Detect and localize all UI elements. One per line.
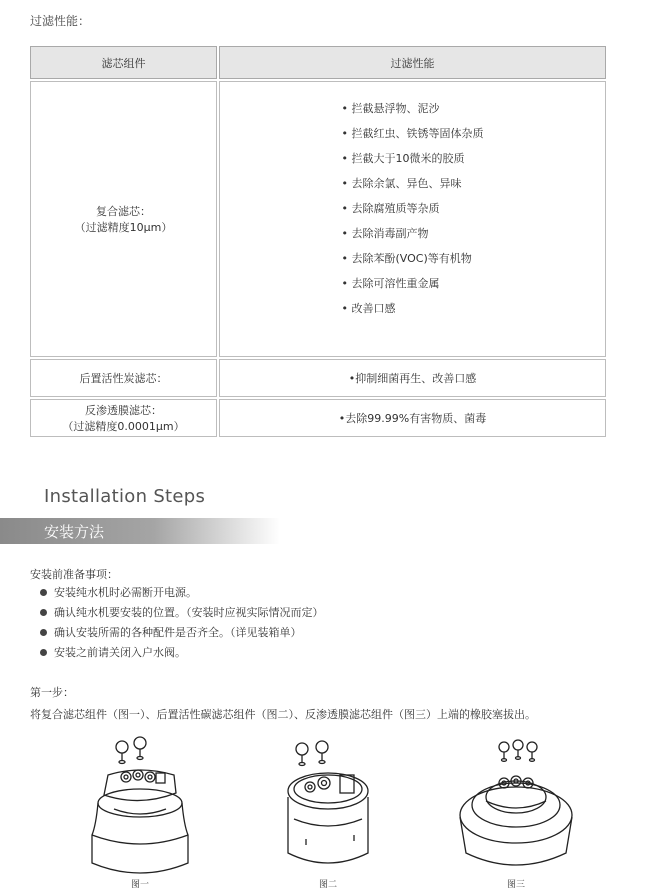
performance-cell: •抑制细菌再生、改善口感 bbox=[219, 359, 606, 397]
filter-housing-illustration bbox=[70, 735, 210, 877]
performance-cell: •去除99.99%有害物质、菌毒 bbox=[219, 399, 606, 437]
list-item: 确认安装所需的各种配件是否齐全。（详见装箱单） bbox=[40, 623, 324, 643]
table-row bbox=[30, 399, 606, 437]
step-title: 第一步： bbox=[30, 686, 74, 699]
list-item: 确认纯水机要安装的位置。（安装时应视实际情况而定） bbox=[40, 603, 324, 623]
component-cell bbox=[30, 359, 217, 397]
figure-2 bbox=[258, 735, 398, 890]
table-header-component: 滤芯组件 bbox=[30, 46, 217, 79]
installation-title-cn: 安装方法 bbox=[44, 523, 105, 541]
list-item: 安装之前请关闭入户水阀。 bbox=[40, 643, 324, 663]
list-item: • 去除余氯、异色、异味 bbox=[342, 171, 484, 196]
filter-housing-illustration bbox=[446, 735, 586, 877]
table-row bbox=[30, 359, 606, 397]
feature-list bbox=[342, 96, 484, 321]
figure-3 bbox=[446, 735, 586, 890]
list-item: • 改善口感 bbox=[342, 296, 484, 321]
list-item: 安装纯水机时必需断开电源。 bbox=[40, 583, 324, 603]
step-description: 将复合滤芯组件（图一）、后置活性碳滤芯组件（图二）、反渗透膜滤芯组件（图三）上端的橡胶塞拔出。 bbox=[30, 708, 536, 721]
component-name: 后置活性炭滤芯： bbox=[79, 372, 168, 385]
list-item: • 去除腐殖质等杂质 bbox=[342, 196, 484, 221]
component-precision: （过滤精度0.0001μm） bbox=[62, 420, 185, 433]
figure-caption: 图一 bbox=[130, 880, 149, 890]
table-row bbox=[30, 81, 606, 357]
bullet-icon bbox=[40, 609, 47, 616]
filter-housing-illustration bbox=[258, 735, 398, 877]
list-item: • 去除苯酚(VOC)等有机物 bbox=[342, 246, 484, 271]
list-item: • 去除消毒副产物 bbox=[342, 221, 484, 246]
list-item: • 去除可溶性重金属 bbox=[342, 271, 484, 296]
section-title: 过滤性能： bbox=[30, 14, 91, 28]
component-name: 复合滤芯： bbox=[96, 205, 151, 218]
component-precision: （过滤精度10μm） bbox=[74, 221, 173, 234]
figure-caption: 图二 bbox=[318, 880, 337, 890]
figure-caption: 图三 bbox=[506, 880, 525, 890]
filter-performance-table bbox=[28, 44, 608, 439]
prep-title: 安装前准备事项： bbox=[30, 568, 118, 581]
bullet-icon bbox=[40, 629, 47, 636]
performance-cell bbox=[219, 81, 606, 357]
list-item: • 拦截大于10微米的胶质 bbox=[342, 146, 484, 171]
installation-title-en: Installation Steps bbox=[44, 486, 206, 507]
table-header-performance: 过滤性能 bbox=[219, 46, 606, 79]
bullet-icon bbox=[40, 589, 47, 596]
figure-1 bbox=[70, 735, 210, 890]
prep-list bbox=[40, 583, 324, 663]
section-banner bbox=[0, 518, 280, 544]
component-cell bbox=[30, 81, 217, 357]
list-item: • 拦截悬浮物、泥沙 bbox=[342, 96, 484, 121]
component-cell bbox=[30, 399, 217, 437]
list-item: • 拦截红虫、铁锈等固体杂质 bbox=[342, 121, 484, 146]
component-name: 反渗透膜滤芯： bbox=[85, 404, 162, 417]
bullet-icon bbox=[40, 649, 47, 656]
